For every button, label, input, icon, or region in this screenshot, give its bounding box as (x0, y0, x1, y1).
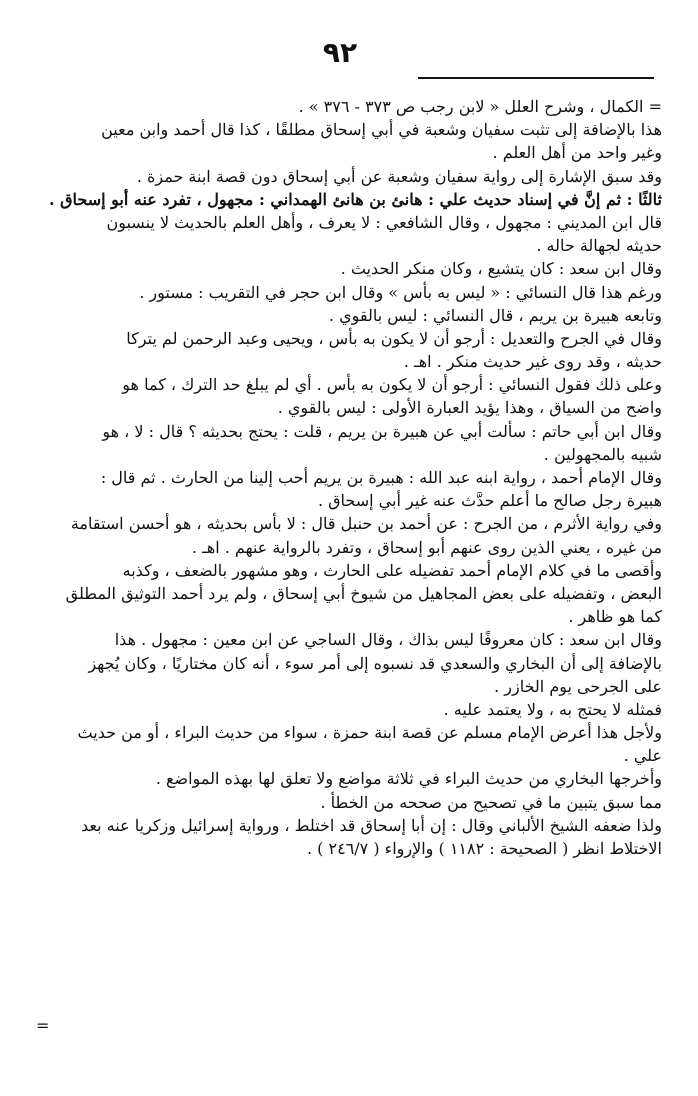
text-line: الاختلاط انظر ( الصحيحة : ١١٨٢ ) والإرواء ( ٢٤٦/٧ ) . (307, 839, 662, 858)
text-line: وغير واحد من أهل العلم . (492, 143, 662, 163)
text-line: من غيره ، يعني الذين روى عنهم أبو إسحاق ، وتفرد بالرواية عنهم . اهـ . (191, 537, 662, 557)
text-line: وأخرجها البخاري من حديث البراء في ثلاثة مواضع ولا تعلق لها بهذه المواضع . (155, 769, 662, 789)
page-number: ٩٢ (322, 36, 358, 69)
text-line: هذا بالإضافة إلى تثبت سفيان وشعبة في أبي إسحاق مطلقًا ، كذا قال أحمد وابن معين (101, 120, 662, 140)
text-line: = الكمال ، وشرح العلل « لابن رجب ص ٣٧٣ - ٣٧٦ » . (298, 97, 662, 116)
text-line: وقال في الجرح والتعديل : أرجو أن لا يكون به بأس ، ويحيى وعبد الرحمن لم يتركا (126, 328, 662, 348)
text-line: شبيه بالمجهولين . (543, 444, 662, 464)
text-line: على الجرحى يوم الخازر . (494, 676, 662, 696)
text-line: وعلى ذلك فقول النسائي : أرجو أن لا يكون به بأس . أي لم يبلغ حد الترك ، كما هو (122, 375, 662, 395)
text-line: وقد سبق الإشارة إلى رواية سفيان وشعبة عن أبي إسحاق دون قصة ابنة حمزة . (136, 166, 662, 186)
text-line: وفي رواية الأثرم ، من الجرح : عن أحمد بن حنبل قال : لا بأس بحديثه ، هو أحسن استقامة (70, 514, 662, 534)
section-heading-line: ثالثًا : ثم إنَّ في إسناد حديث علي : هانئ بن هانئ الهمداني : مجهول ، تفرد عنه أبو إسحاق . (48, 189, 662, 209)
text-line: وقال الإمام أحمد ، رواية ابنه عبد الله : هبيرة بن يريم أحب إلينا من الحارث . ثم قال : (100, 468, 662, 487)
text-line: ولأجل هذا أعرض الإمام مسلم عن قصة ابنة حمزة ، سواء من حديث البراء ، أو من حديث (77, 723, 662, 743)
text-line: ولذا ضعفه الشيخ الألباني وقال : إن أبا إسحاق قد اختلط ، ورواية إسرائيل وزكريا عنه بعد (81, 815, 662, 835)
text-line: ورغم هذا قال النسائي : « ليس به بأس » وقال ابن حجر في التقريب : مستور . (139, 282, 662, 302)
header-rule (418, 77, 654, 79)
text-line: هبيرة رجل صالح ما أعلم حدَّث عنه غير أبي إسحاق . (317, 491, 662, 511)
text-line: وتابعه هبيرة بن يريم ، قال النسائي : ليس بالقوي . (328, 305, 662, 325)
document-body (34, 95, 662, 860)
text-line: البعض ، وتفضيله على بعض المجاهيل من شيوخ أبي إسحاق ، ولم يرد أحمد التوثيق المطلق (65, 583, 662, 603)
text-line: حديثه لجهالة حاله . (536, 236, 662, 256)
continuation-marker: = (36, 1016, 50, 1035)
text-line: واضح من السياق ، وهذا يؤيد العبارة الأولى : ليس بالقوي . (277, 398, 662, 418)
text-line: بالإضافة إلى أن البخاري والسعدي قد نسبوه إلى أمر سوء ، أنه كان مختاريًا ، وكان يُجهز (88, 653, 662, 673)
text-line: كما هو ظاهر . (568, 607, 662, 627)
text-line: قال ابن المديني : مجهول ، وقال الشافعي : لا يعرف ، وأهل العلم بالحديث لا ينسبون (106, 212, 662, 232)
text-line: حديثه ، وقد روى غير حديث منكر . اهـ . (403, 352, 662, 372)
text-line: مما سبق يتبين ما في تصحيح من صححه من الخطأ . (320, 792, 662, 812)
text-line: وقال ابن أبي حاتم : سألت أبي عن هبيرة بن يريم ، قلت : يحتج بحديثه ؟ قال : لا ، هو (102, 421, 662, 441)
text-line: وقال ابن سعد : كان معروفًا ليس بذاك ، وقال الساجي عن ابن معين : مجهول . هذا (114, 630, 662, 650)
text-line: وقال ابن سعد : كان يتشيع ، وكان منكر الحديث . (340, 259, 662, 279)
text-line: علي . (623, 746, 662, 766)
text-line: وأقصى ما في كلام الإمام أحمد تفضيله على الحارث ، وهو مشهور بالضعف ، وكذبه (122, 560, 662, 580)
text-line: فمثله لا يحتج به ، ولا يعتمد عليه . (443, 699, 662, 719)
